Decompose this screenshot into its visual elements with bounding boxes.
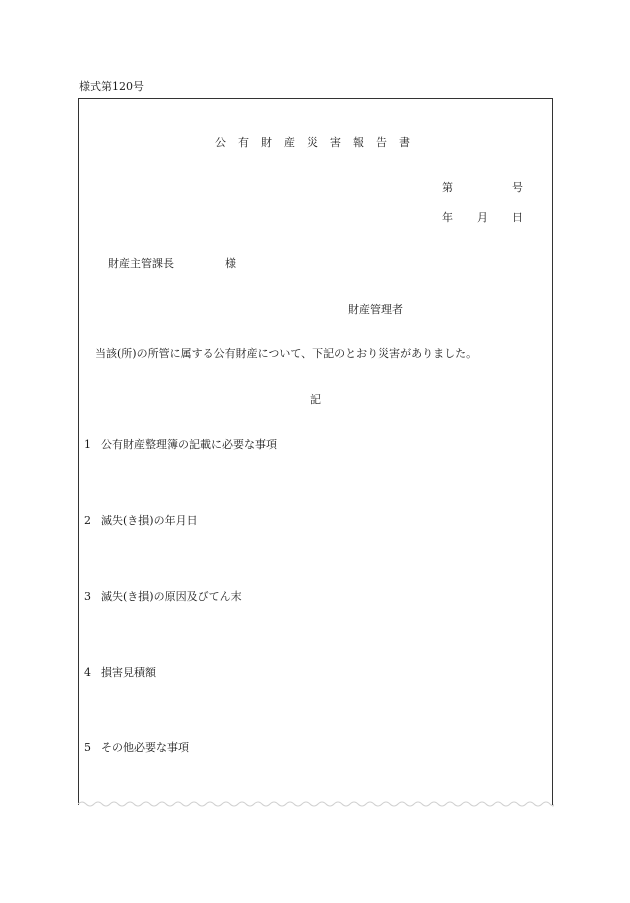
item-number: 3 [84,590,91,603]
body-text: 当該(所)の所管に属する公有財産について、下記のとおり災害がありました。 [95,347,478,360]
item-number: 4 [84,666,91,679]
item-label: 公有財産整理簿の記載に必要な事項 [101,438,277,451]
date-year: 年 [442,211,453,224]
number-prefix: 第 [442,181,453,194]
item-number: 1 [84,438,91,451]
title-char: 有 [238,136,249,149]
item-label: 滅失(き損)の原因及びてん末 [101,590,242,603]
addressee-title: 財産主管課長 [108,257,174,270]
title-char: 報 [353,136,364,149]
title-char: 告 [376,136,387,149]
item-number: 2 [84,514,91,527]
torn-edge-divider [78,798,554,810]
addressee-honorific: 様 [225,257,236,270]
number-suffix: 号 [512,181,523,194]
title-char: 災 [307,136,318,149]
form-number: 様式第120号 [79,80,144,93]
item-number: 5 [84,741,91,754]
title-char: 財 [261,136,272,149]
sender-name: 財産管理者 [348,303,403,316]
ki-label: 記 [310,393,321,406]
title-char: 害 [330,136,341,149]
form-frame [78,98,553,805]
item-label: 滅失(き損)の年月日 [101,514,198,527]
document-title [215,137,410,148]
title-char: 公 [215,136,226,149]
date-month: 月 [477,211,488,224]
item-label: 損害見積額 [101,666,156,679]
title-char: 産 [284,136,295,149]
item-label: その他必要な事項 [101,741,189,754]
date-day: 日 [512,211,523,224]
title-char: 書 [399,136,410,149]
